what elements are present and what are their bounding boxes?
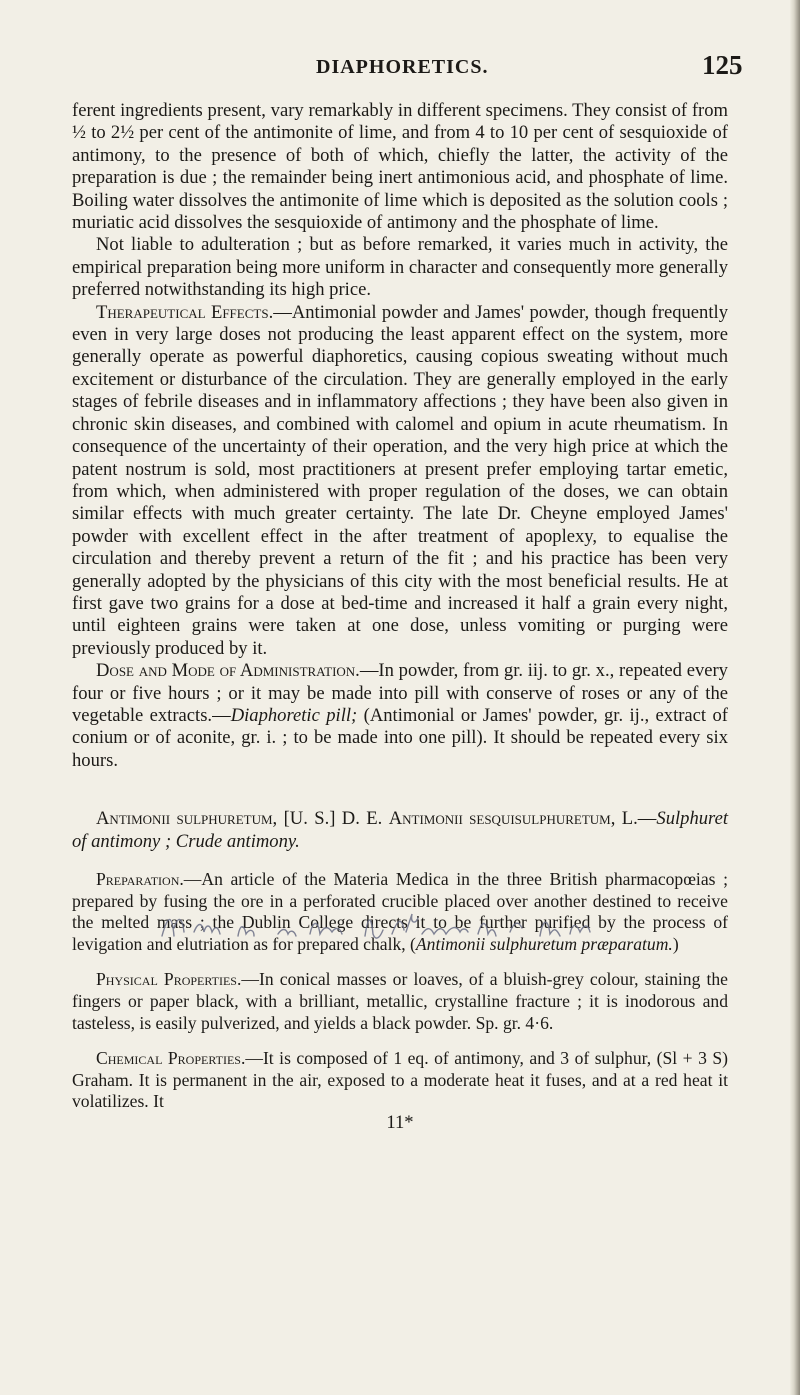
entry-name-d: L.— bbox=[615, 808, 657, 830]
entry-name-a: Antimonii sulphuretum, bbox=[96, 808, 278, 830]
entry-name-c: Antimonii sesquisulphuretum, bbox=[388, 808, 616, 830]
section-heading-chemical: Chemical Properties. bbox=[96, 1048, 246, 1069]
chemical-text: —It is composed of 1 eq. of antimony, and 3 of sulphur, (Sl + 3 S) Graham. It is permanent in the air, exposed to a moderate heat it fuses, and at a red heat it volatilizes. It bbox=[72, 1048, 728, 1112]
entry-synonyms: Sulphuret of antimony ; Crude antimony. bbox=[72, 808, 729, 852]
section-heading-dose: Dose and Mode of Administration. bbox=[96, 660, 360, 682]
preparation-end: ) bbox=[672, 933, 679, 954]
paragraph-dose bbox=[72, 660, 728, 772]
paragraph-therapeutical-effects bbox=[72, 302, 728, 661]
paragraph-adulteration: Not liable to adulteration ; but as before remarked, it varies much in activity, the empirical preparation being more uniform in character and consequently more generally preferred notwithstanding its high price. bbox=[72, 234, 728, 301]
entry-name-b: [U. S.] D. E. bbox=[277, 808, 389, 830]
signature-mark: 11* bbox=[386, 1111, 414, 1133]
dose-italic: Diaphoretic pill; bbox=[230, 704, 358, 726]
page-body bbox=[72, 100, 728, 1134]
section-heading-therapeutical: Therapeutical Effects. bbox=[96, 301, 274, 323]
handwriting-scribble-icon bbox=[160, 906, 800, 946]
page-edge-shadow bbox=[790, 0, 800, 1395]
page-number: 125 bbox=[702, 50, 743, 80]
paragraph-chemical-properties bbox=[72, 1048, 728, 1113]
dose-text-b: (Antimonial or James' powder, gr. ij., extract of conium or of aconite, gr. i. ; to be made into one pill). It should be repeated every six hours. bbox=[72, 704, 728, 771]
section-heading-preparation: Preparation. bbox=[96, 869, 184, 889]
preparation-italic: Antimonii sulphuretum præparatum. bbox=[415, 933, 673, 954]
preparation-text: —An article of the Materia Medica in the three British pharmacopœias ; prepared by fusing the ore in a perforated crucible placed over another destined to receive the melted mass ; the Dublin College directs it to be further purified by the process of levigation and elutriation as for prepared chalk, ( bbox=[72, 869, 728, 954]
paragraph-physical-properties bbox=[72, 969, 728, 1034]
section-heading-physical: Physical Properties. bbox=[96, 969, 242, 990]
paragraph-composition: ferent ingredients present, vary remarkably in different specimens. They consist of from ½ to 2½ per cent of the antimonite of lime, and from 4 to 10 per cent of sesquioxide of antimony, to the presence of both of which, chiefly the latter, the activity of the preparation is due ; the remainder being inert antimonious acid, and phosphate of lime. Boiling water dissolves the antimonite of lime which is deposited as the solution cools ; muriatic acid dissolves the sesquioxide of antimony and the phosphate of lime. bbox=[72, 100, 728, 234]
handwritten-annotation bbox=[160, 906, 800, 946]
physical-text: —In conical masses or loaves, of a bluish-grey colour, staining the fingers or paper black, with a brilliant, metallic, crystalline fracture ; it is inodorous and tasteless, is easily pulverized, and yields a black powder. Sp. gr. 4·6. bbox=[72, 969, 728, 1033]
running-head: DIAPHORETICS. bbox=[316, 56, 489, 78]
therapeutical-text: —Antimonial powder and James' powder, though frequently even in very large doses not producing the least apparent effect on the system, more generally operate as powerful diaphoretics, causing copious sweating without much excitement or disturbance of the circulation. They are generally employed in the early stages of febrile diseases and in inflammatory affections ; they have been also given in chronic skin diseases, and combined with calomel and opium in acute rheumatism. In consequence of the uncertainty of their operation, and the very high price at which the patent nostrum is sold, most practitioners at present prefer employing tartar emetic, from which, when administered with proper regulation of the doses, we can obtain similar effects with much greater certainty. The late Dr. Cheyne employed James' powder with excellent effect in the after treatment of apoplexy, to equalise the circulation and thereby prevent a return of the fit ; and his practice has been very generally adopted by the physicians of this city with the most beneficial results. He at first gave two grains for a dose at bed-time and increased it half a grain every night, until eighteen grains were taken at one dose, unless vomiting or purging were previously produced by it. bbox=[72, 301, 728, 659]
entry-heading bbox=[72, 808, 728, 853]
dose-text-a: —In powder, from gr. iij. to gr. x., repeated every four or five hours ; or it may be made into pill with conserve of roses or any of the vegetable extracts.— bbox=[72, 660, 728, 726]
